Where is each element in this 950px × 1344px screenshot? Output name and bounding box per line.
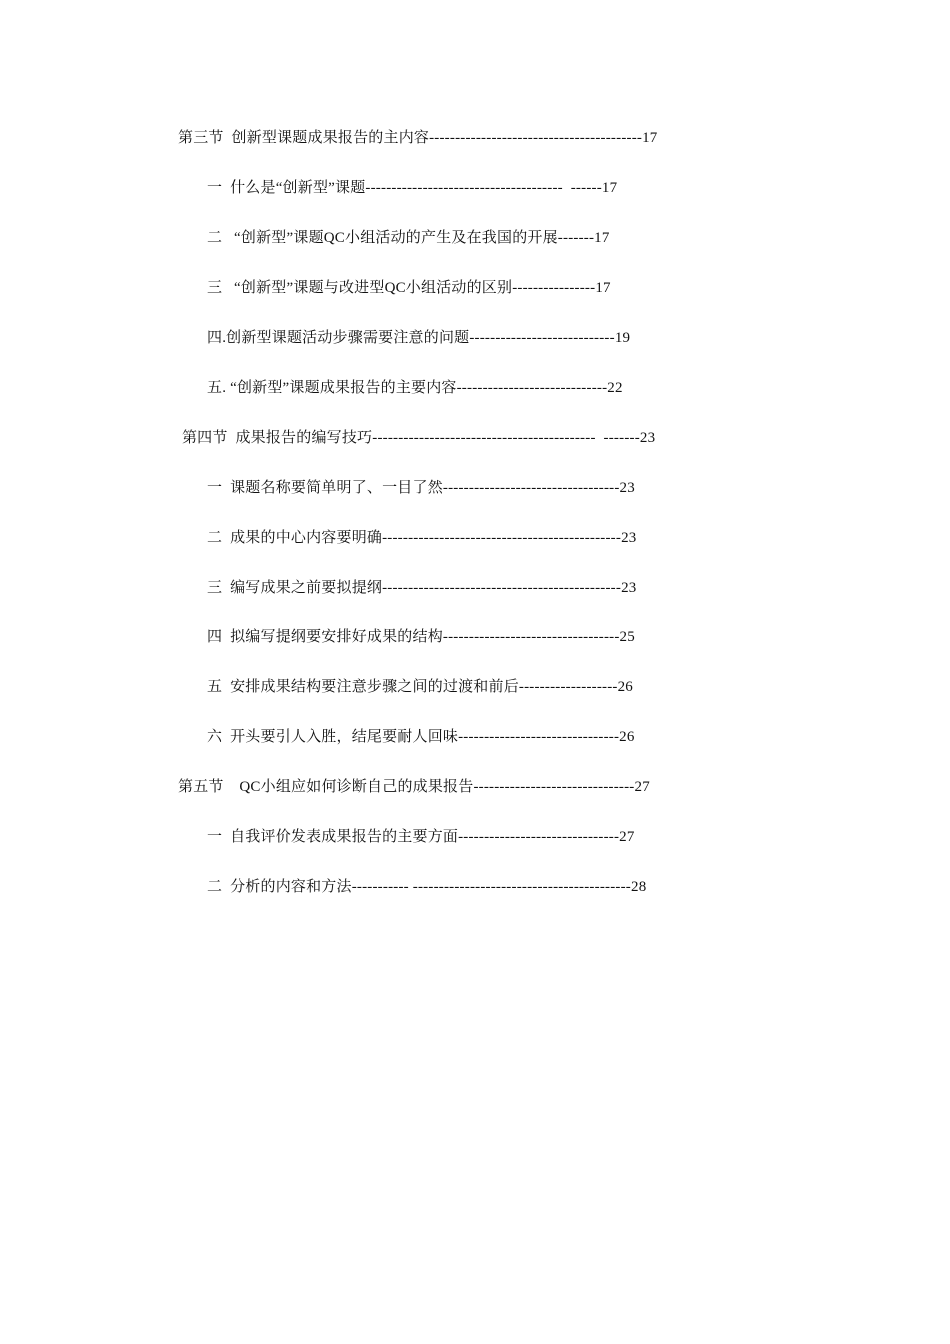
toc-item-4-3: 三 编写成果之前要拟提纲----------------------------------------------23	[207, 580, 637, 596]
toc-section-5: 第五节 QC小组应如何诊断自己的成果报告-------------------------------27	[178, 779, 650, 795]
toc-item-3-3: 三 “创新型”课题与改进型QC小组活动的区别----------------17	[207, 280, 611, 296]
toc-section-4: 第四节 成果报告的编写技巧------------------------------------------- -------23	[178, 430, 656, 446]
toc-item-3-5: 五. “创新型”课题成果报告的主要内容-----------------------------22	[207, 380, 623, 396]
toc-item-4-2: 二 成果的中心内容要明确----------------------------------------------23	[207, 530, 637, 546]
toc-item-4-6: 六 开头要引人入胜，结尾要耐人回味-------------------------------26	[207, 729, 635, 745]
toc-item-4-4: 四 拟编写提纲要安排好成果的结构----------------------------------25	[207, 629, 635, 645]
toc-section-3: 第三节 创新型课题成果报告的主内容-----------------------------------------17	[178, 130, 658, 146]
toc-item-3-1: 一 什么是“创新型”课题-------------------------------------- ------17	[207, 180, 618, 196]
toc-item-5-2: 二 分析的内容和方法----------- ------------------------------------------28	[207, 879, 647, 895]
toc-item-3-2: 二 “创新型”课题QC小组活动的产生及在我国的开展-------17	[207, 230, 610, 246]
toc-item-4-1: 一 课题名称要简单明了、一目了然----------------------------------23	[207, 480, 635, 496]
toc-item-5-1: 一 自我评价发表成果报告的主要方面-------------------------------27	[207, 829, 635, 845]
toc-item-4-5: 五 安排成果结构要注意步骤之间的过渡和前后-------------------26	[207, 679, 634, 695]
toc-item-3-4: 四.创新型课题活动步骤需要注意的问题----------------------------19	[207, 330, 631, 346]
